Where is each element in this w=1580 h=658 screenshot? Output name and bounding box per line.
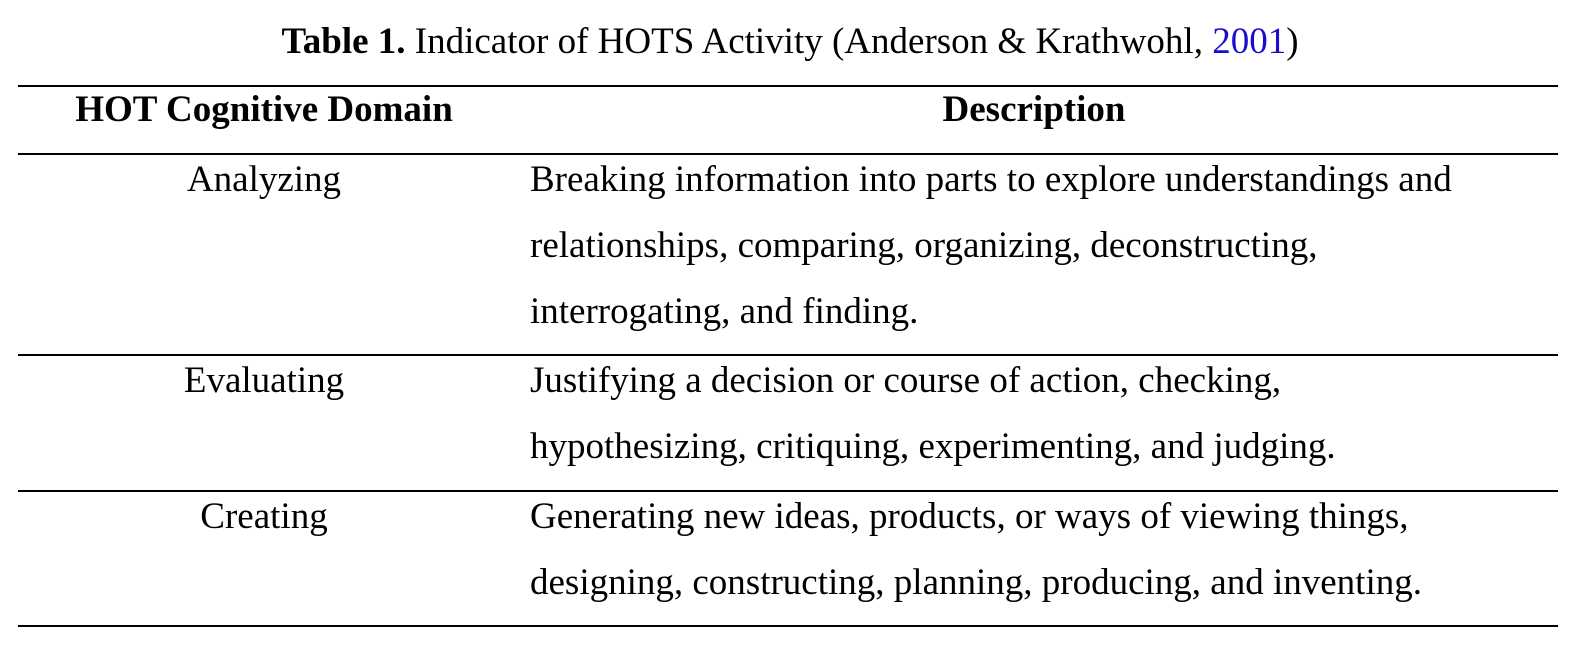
description-line: designing, constructing, planning, producing, and inventing. bbox=[530, 562, 1422, 603]
bottom-rule bbox=[18, 625, 1558, 627]
row-description-analyzing bbox=[530, 147, 1550, 345]
header-description: Description bbox=[942, 89, 1126, 130]
table-caption bbox=[0, 18, 1580, 66]
table-title: Indicator of HOTS Activity (Anderson & Krathwohl, bbox=[405, 21, 1213, 62]
description-line: Generating new ideas, products, or ways of viewing things, bbox=[530, 496, 1409, 537]
row-domain-evaluating: Evaluating bbox=[183, 360, 345, 401]
row-domain-analyzing: Analyzing bbox=[186, 159, 342, 200]
header-domain: HOT Cognitive Domain bbox=[75, 89, 453, 130]
description-line: hypothesizing, critiquing, experimenting, and judging. bbox=[530, 426, 1336, 467]
description-line: Breaking information into parts to explore understandings and bbox=[530, 159, 1452, 200]
row-domain-creating: Creating bbox=[200, 496, 328, 537]
description-line: interrogating, and finding. bbox=[530, 291, 919, 332]
table-title-close: ) bbox=[1286, 21, 1299, 62]
description-line: Justifying a decision or course of action, checking, bbox=[530, 360, 1282, 401]
table-label: Table 1. bbox=[281, 21, 406, 62]
row-description-evaluating bbox=[530, 348, 1550, 480]
row-description-creating bbox=[530, 484, 1550, 616]
description-line: relationships, comparing, organizing, deconstructing, bbox=[530, 225, 1318, 266]
citation-year-link[interactable]: 2001 bbox=[1212, 21, 1287, 62]
